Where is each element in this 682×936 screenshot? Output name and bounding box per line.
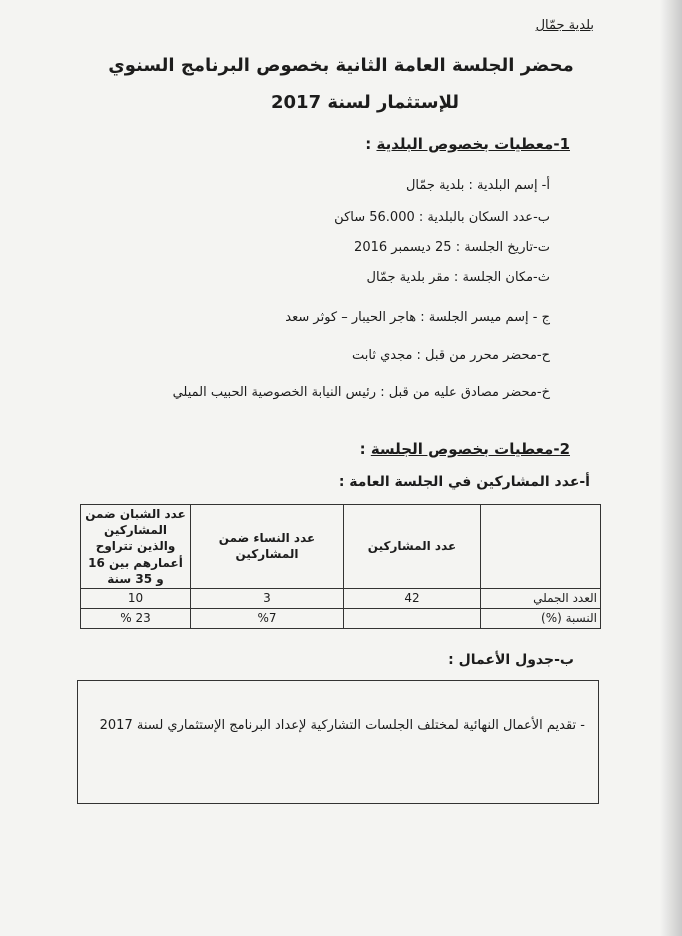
info-approved-by: خ-محضر مصادق عليه من قبل : رئيس النيابة الخصوصية الحبيب الميلي <box>172 385 550 400</box>
table-cell: العدد الجملي <box>481 588 601 608</box>
participants-subheading: أ-عدد المشاركين في الجلسة العامة : <box>338 474 590 490</box>
municipality-header: بلدية جمّال <box>535 18 594 33</box>
table-row <box>81 588 601 608</box>
info-facilitators: ج - إسم ميسر الجلسة : هاجر الحيبار – كوثر سعد <box>285 310 550 325</box>
table-cell <box>344 608 481 628</box>
document-title: محضر الجلسة العامة الثانية بخصوص البرنامج السنوي <box>108 55 574 76</box>
page-edge-shadow <box>660 0 682 936</box>
table-cell: 3 <box>191 588 344 608</box>
agenda-box <box>77 680 599 804</box>
info-session-date: ت-تاريخ الجلسة : 25 ديسمبر 2016 <box>354 240 550 255</box>
info-population: ب-عدد السكان بالبلدية : 56.000 ساكن <box>334 210 550 225</box>
section2-heading <box>360 440 570 458</box>
table-header-youth: عدد الشبان ضمن المشاركين والذين تتراوح أعمارهم بين 16 و 35 سنة <box>81 505 191 589</box>
table-row <box>81 608 601 628</box>
table-cell: 10 <box>81 588 191 608</box>
agenda-heading: ب-جدول الأعمال : <box>448 652 574 668</box>
table-cell: 23 % <box>81 608 191 628</box>
table-header-row <box>81 505 601 589</box>
section2-colon: : <box>359 440 371 458</box>
section1-title: 1-معطيات بخصوص البلدية <box>376 135 570 153</box>
section2-title: 2-معطيات بخصوص الجلسة <box>370 440 570 458</box>
table-cell: 42 <box>344 588 481 608</box>
table-cell: النسبة (%) <box>481 608 601 628</box>
agenda-item: - تقديم الأعمال النهائية لمختلف الجلسات التشاركية لإعداد البرنامج الإستثماري لسنة 2017 <box>99 718 585 733</box>
section1-colon: : <box>365 135 377 153</box>
document-title-year: للإستثمار لسنة 2017 <box>271 92 459 113</box>
section1-heading <box>365 135 570 153</box>
table-header-participants: عدد المشاركين <box>344 505 481 589</box>
info-recorded-by: ح-محضر محرر من قبل : مجدي ثابت <box>351 348 550 363</box>
table-header-women: عدد النساء ضمن المشاركين <box>191 505 344 589</box>
table-cell: %7 <box>191 608 344 628</box>
info-municipality-name: أ- إسم البلدية : بلدية جمّال <box>405 178 550 193</box>
participants-table <box>80 504 601 629</box>
info-session-location: ث-مكان الجلسة : مقر بلدية جمّال <box>366 270 550 285</box>
table-header-empty <box>481 505 601 589</box>
